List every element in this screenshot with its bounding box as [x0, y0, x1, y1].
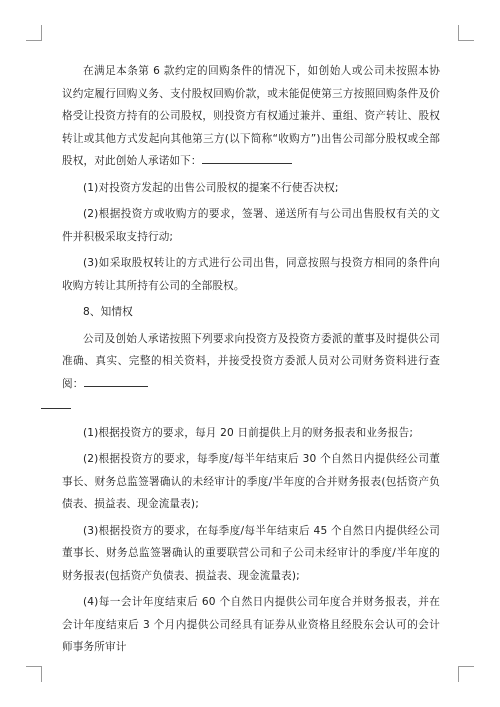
paragraph-right-to-know-intro: 公司及创始人承诺按照下列要求向投资方及投资方委派的董事及时提供公司准确、真实、完整的相关资料，并接受投资方委派人员对公司财务资料进行查阅： — [62, 328, 440, 418]
crop-mark-top-right-h — [458, 40, 474, 41]
crop-mark-bottom-left-v — [41, 666, 42, 682]
crop-mark-top-left-h — [26, 40, 42, 41]
crop-mark-bottom-right-v — [458, 666, 459, 682]
crop-mark-bottom-right-h — [458, 666, 474, 667]
crop-mark-top-left-v — [41, 25, 42, 41]
paragraph-info-item-1: (1)根据投资方的要求，每月 20 日前提供上月的财务报表和业务报告; — [83, 426, 414, 439]
paragraph-item-1: (1)对投资方发起的出售公司股权的提案不行使否决权; — [83, 181, 339, 194]
fill-in-blank — [84, 374, 148, 387]
paragraph-info-item-4: (4)每一会计年度结束后 60 个自然日内提供公司年度合并财务报表，并在会计年度结束后 3 个月内提供公司经具有证券从业资格且经股东会认可的会计师事务所审计 — [62, 596, 440, 653]
paragraph-info-item-3: (3)根据投资方的要求，在每季度/每半年结束后 45 个自然日内提供经公司董事长、财务总监签署确认的重要联营公司和子公司未经审计的季度/半年度的财务报表(包括资产负债表、损益表、现金流量表); — [62, 524, 440, 582]
paragraph-repurchase-failure: 在满足本条第 6 款约定的回购条件的情况下，如创始人或公司未按照本协议约定履行回购义务、支付股权回购价款，或未能促使第三方按照回购条件及价格受让投资方持有的公司股权，则投资方有权通过兼并、重组、资产转让、股权转让或其他方式发起向其他第三方(以下简称“收购方”)出售公司部分股权或全部股权，对此创始人承诺如下： — [62, 65, 440, 167]
document-body — [62, 60, 440, 659]
fill-in-blank-continued — [41, 396, 71, 409]
crop-mark-bottom-left-h — [26, 666, 42, 667]
paragraph-info-item-2: (2)根据投资方的要求，每季度/每半年结束后 30 个自然日内提供经公司董事长、财务总监签署确认的未经审计的季度/半年度的合并财务报表(包括资产负债表、损益表、现金流量表); — [62, 453, 440, 510]
section-heading-right-to-know: 8、知情权 — [83, 306, 133, 318]
fill-in-blank — [202, 151, 292, 164]
crop-mark-top-right-v — [458, 25, 459, 41]
paragraph-item-2: (2)根据投资方或收购方的要求，签署、递送所有与公司出售股权有关的文件并积极采取支持行动; — [62, 208, 440, 243]
paragraph-item-3: (3)如采取股权转让的方式进行公司出售，同意按照与投资方相同的条件向收购方转让其所持有公司的全部股权。 — [62, 257, 440, 292]
